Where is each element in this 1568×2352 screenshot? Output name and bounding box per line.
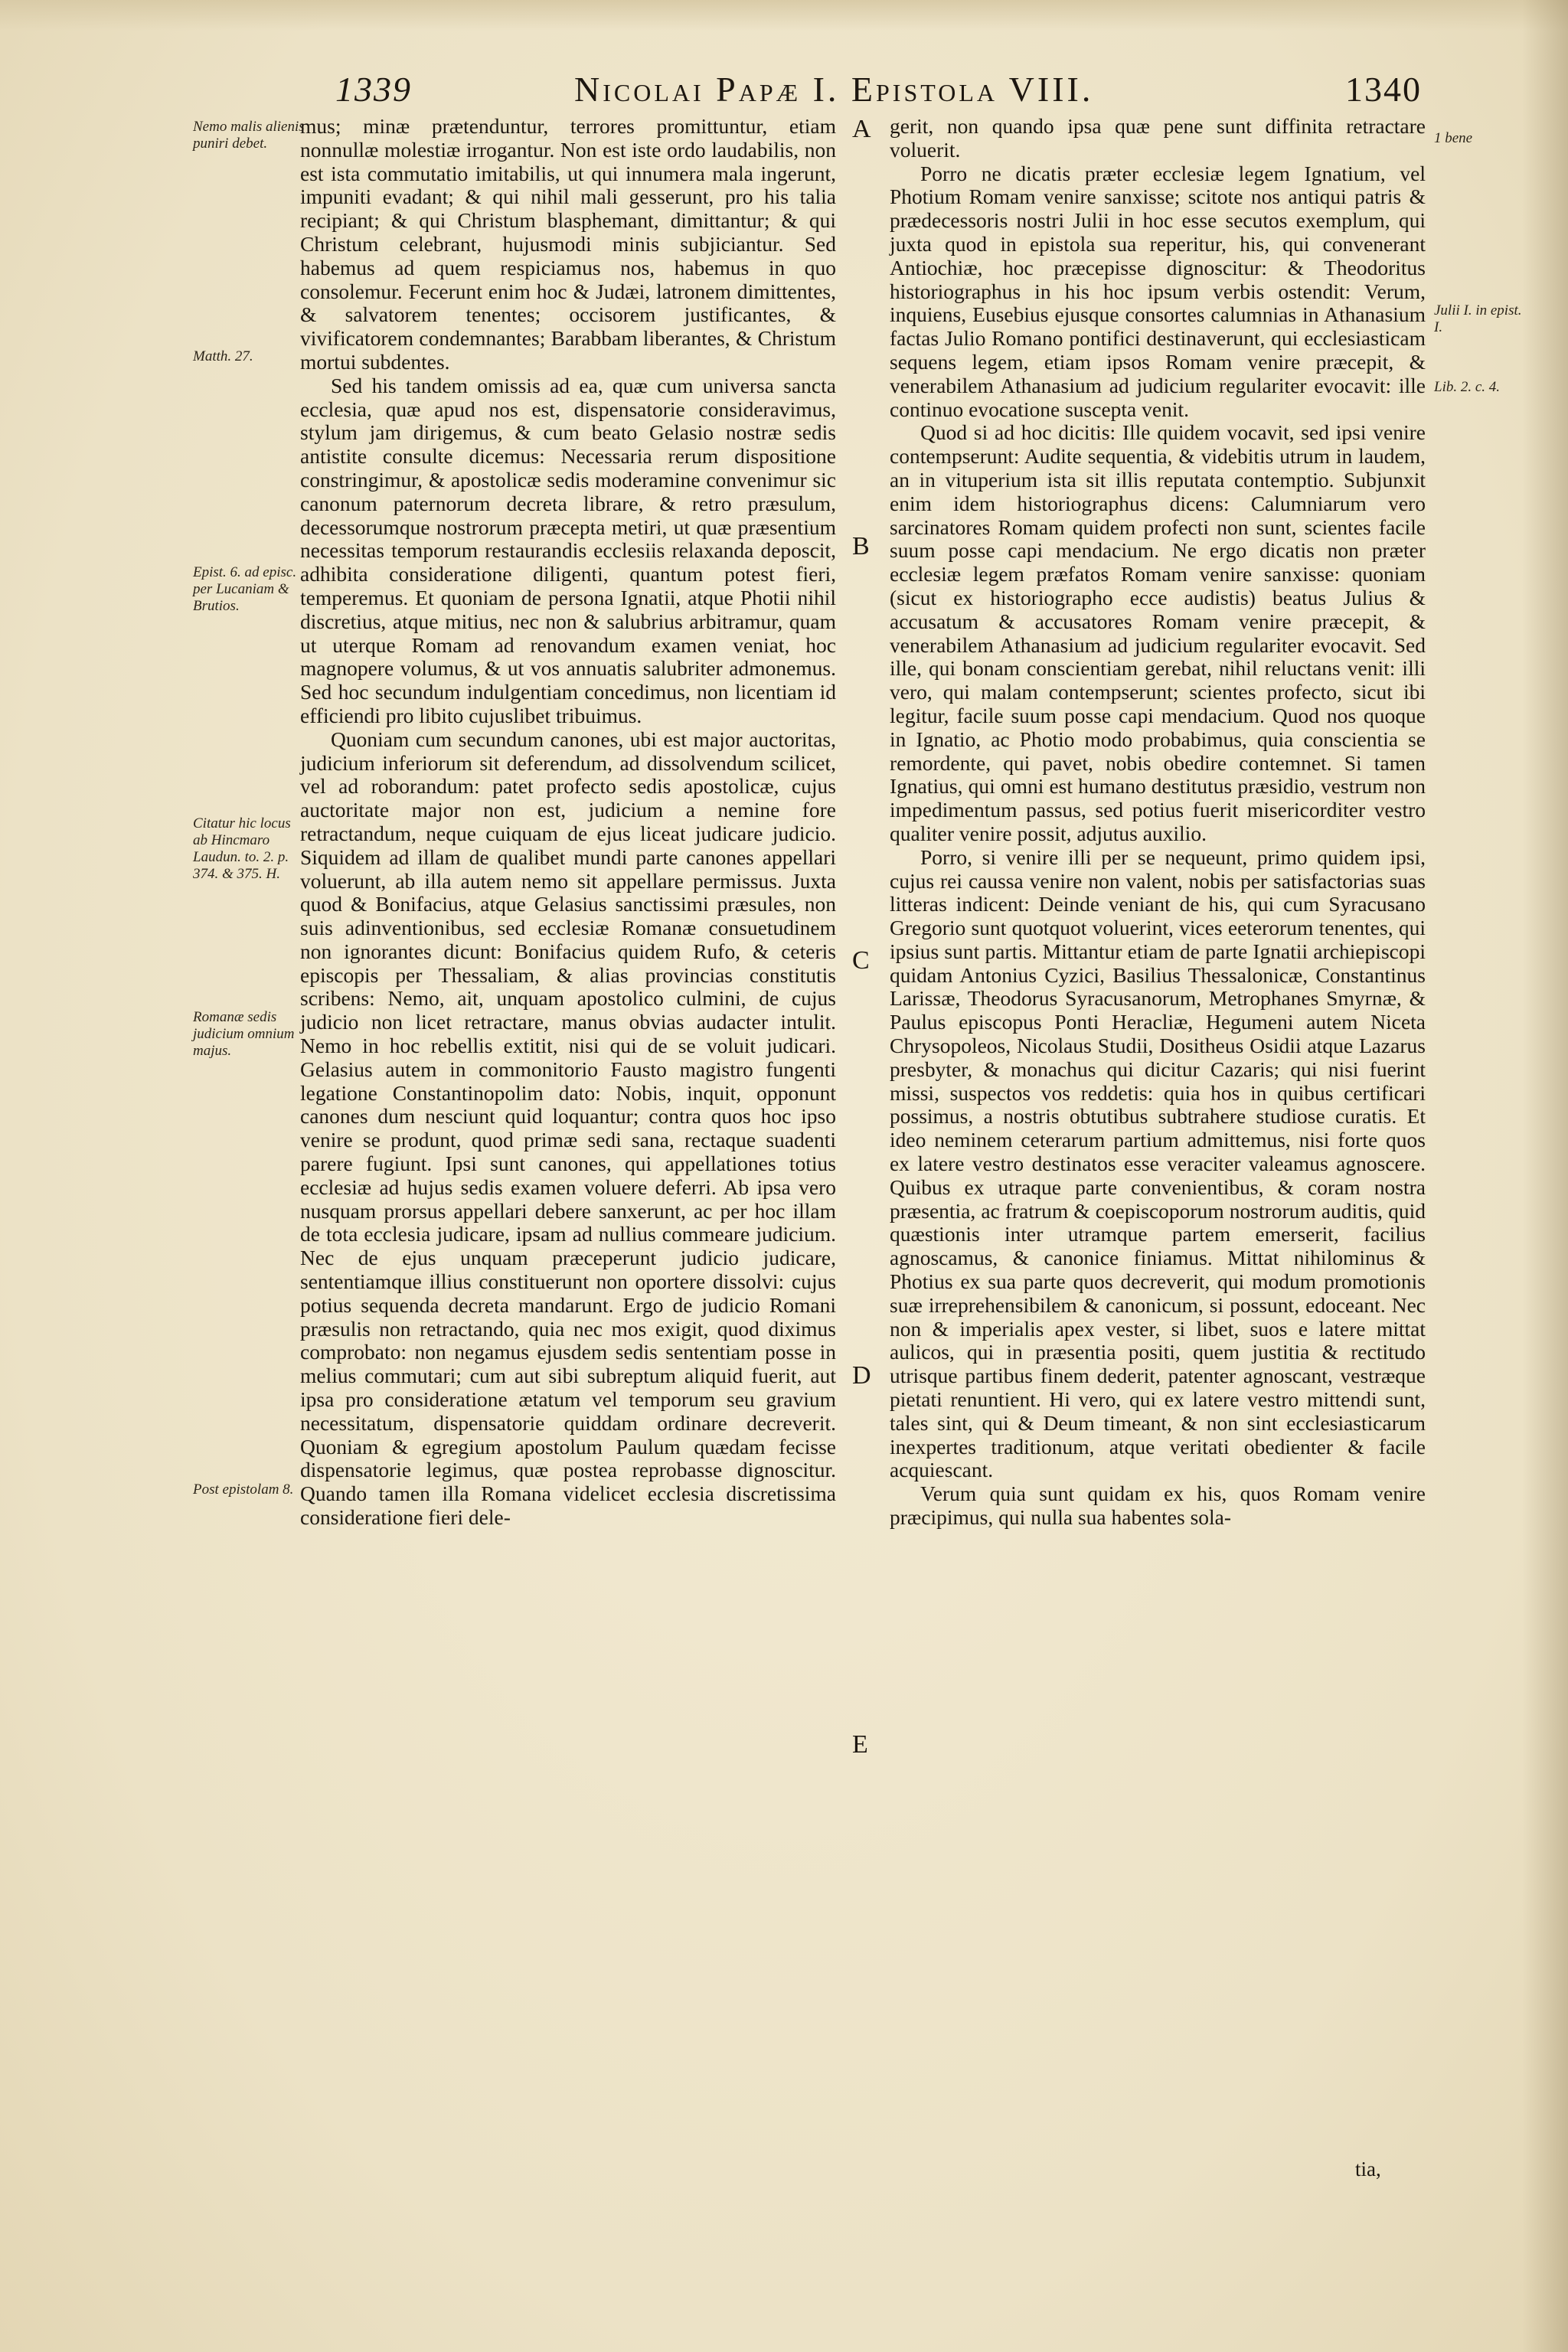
margin-note: Post epistolam 8.	[193, 1481, 294, 1498]
paragraph: Porro, si venire illi per se nequeunt, primo quidem ipsi, cujus rei caussa venire non valent, nobis per satisfactorias suas litteras indicent: Deinde veniant de his, qui cum Syracusano Gregorio sunt quotquot voluerint, vices eeterorum tenentes, qui ipsius sunt partis. Mittantur etiam de parte Ignatii archiepiscopi quidam Antonius Cyzici, Basilius Thessalonicæ, Constantinus Larissæ, Theodorus Syracusanorum, Metrophanes Smyrnæ, & Paulus episcopus Ponti Heracliæ, Hegumeni autem Niceta Chrysopoleos, Nicolaus Studii, Dositheus Osidii atque Lazarus presbyter, & monachus qui dicitur Cazaris; qui nisi fuerint missi, suspectos vos reddetis: quia hos in quibus certificari possimus, a nostris obtutibus subtrahere studiose curatis. Et ideo neminem ceterarum partium admittemus, nisi forte quos ex latere vestro destinatos esse veraciter valeamus agnoscere. Quibus ex utraque parte convenientibus, & coram nostra præsentia, ac fratrum & coepiscoporum nostrorum auditis, quid quæstionis inter utramque partem emerserit, facilius agnoscamus, & canonice finiamus. Mittat nihilominus & Photius ex sua parte quos decreverit, qui modum promotionis suæ irreprehensibilem & canonicum, si possunt, edoceant. Nec non & imperialis apex vester, si libet, suos e latere mittat aulicos, qui in præsentia positi, quem justitia & rectitudo utrisque partibus finem dederit, patenter agnoscant, vestræque pietati renuntient. Hi vero, qui ex latere vestro mittendi sunt, tales sint, qui & Deum timeant, & non sint ecclesiasticarum inexpertes traditionum, atque veritati obedienter & facile acquiescant.	[890, 844, 1426, 1482]
paragraph: Quod si ad hoc dicitis: Ille quidem vocavit, sed ipsi venire contempserunt: Audite sequentia, & videbitis utrum in laudem, an in vituperium ista sit illis reputata contemptio. Subjunxit enim idem historiographus dicens: Calumniarum vero sarcinatores Romam quidem profecti non sunt, scientes facile suum posse capi mendacium. Ne ergo dicatis non præter ecclesiæ legem præfatos Romam venire sanxisse: quoniam (sicut ex historiographo ecce audistis) beatus Julius & accusatum & accusatores Romam venire præcepit, & venerabilem Athanasium ad judicium regulariter evocavit. Sed ille, qui bonam conscientiam gerebat, nihil reluctans venit: illi vero, qui malam contempserunt; scientes profecto, sicut ibi legitur, facile suum posse capi mendacium. Quod nos quoque in Ignatio, ac Photio modo probabimus, quia conscientia se remordente, qui pavet, nobis obedire contemnet. Si tamen Ignatius, qui omni est humano destitutus præsidio, vestrum non impedimentum passus, sed potius fuerit misericorditer vestro qualiter venire possit, adjutus auxilio.	[890, 420, 1426, 845]
section-letter-d: D	[852, 1361, 871, 1390]
page-number-left: 1339	[335, 70, 412, 109]
section-letter-b: B	[852, 532, 870, 560]
section-letter-c: C	[852, 946, 870, 975]
section-letter-a: A	[852, 115, 871, 143]
text-column-left	[300, 115, 836, 1530]
section-letter-e: E	[852, 1730, 868, 1759]
page-number-right: 1340	[1345, 70, 1422, 109]
margin-note: Julii I. in epist. I.	[1434, 302, 1522, 335]
margin-note: Lib. 2. c. 4.	[1434, 379, 1501, 395]
paragraph: Porro ne dicatis præter ecclesiæ legem Ignatium, vel Photium Romam venire sanxisse; scitote nos antiqui patris & prædecessoris nostri Julii in hoc esse secutos exemplum, qui juxta quod in epistola sua reperitur, his, qui convenerant Antiochiæ, hoc præcepisse dignoscitur: & Theodoritus historiographus in his hoc ipsum verbis ostendit: Verum, inquiens, Eusebius ejusque consortes calumnias in Athanasium factas Julio Romano pontifici destinaverunt, qui ecclesiasticam sequens legem, etiam ipsos Romam venire præcepit, & venerabilem Athanasium ad judicium regulariter evocavit: ille continuo evocatione suscepta venit.	[890, 161, 1426, 421]
paragraph: Sed his tandem omissis ad ea, quæ cum universa sancta ecclesia, quæ apud nos est, dispensatorie consideravimus, stylum jam dirigemus, & cum beato Gelasio nostræ sedis antistite consulte dicemus: Necessaria rerum dispositione constringimur, & apostolicæ sedis moderamine convenimur sic canonum paternorum decreta librare, & retro præsulum, decessorumque nostrorum præcepta metiri, ut quæ præsentium necessitas temporum restaurandis ecclesiis relaxanda deposcit, adhibita consideratione diligenti, quantum potest fieri, temperemus. Et quoniam de persona Ignatii, atque Photii nihil discretius, atque mitius, nec non & salubrius arbitramur, quam ut uterque Romam ad renovandum examen veniat, hoc magnopere volumus, & ut vos annuatis salubriter admonemus. Sed hoc secundum indulgentiam concedimus, non licentiam id efficiendi pro libito cujuslibet tribuimus.	[300, 373, 836, 727]
margin-note: Matth. 27.	[193, 348, 253, 364]
paragraph: gerit, non quando ipsa quæ pene sunt diffinita retractare voluerit.	[890, 114, 1426, 162]
margin-note: Citatur hic locus ab Hincmaro Laudun. to. 2. p. 374. & 375. H.	[193, 815, 291, 882]
margin-note: Nemo malis alienis puniri debet.	[193, 119, 305, 152]
binding-shadow	[1522, 0, 1568, 2352]
margin-note: Romanæ sedis judicium omnium majus.	[193, 1009, 295, 1059]
paragraph: Verum quia sunt quidam ex his, quos Romam venire præcipimus, qui nulla sua habentes sola-	[890, 1481, 1426, 1530]
catchword: tia,	[1355, 2158, 1381, 2180]
text-column-right	[890, 115, 1426, 1530]
margin-note: 1 bene	[1434, 130, 1473, 146]
margin-note: Epist. 6. ad episc. per Lucaniam & Brutios.	[193, 564, 297, 614]
running-title: Nicolai Papæ I. Epistola VIII.	[574, 70, 1094, 109]
top-edge-shadow	[0, 0, 1568, 31]
paragraph: Quoniam cum secundum canones, ubi est major auctoritas, judicium inferiorum sit deferendum, ad dissolvendum scilicet, vel ad roborandum: patet profecto sedis apostolicæ, cujus auctoritate major non est, judicium a nemine fore retractandum, neque cuiquam de ejus liceat judicare judicio. Siquidem ad illam de qualibet mundi parte canones appellari voluerunt, ab illa autem nemo sit appellare permissus. Juxta quod & Bonifacius, atque Gelasius sanctissimi præsules, non suis adinventionibus, sed ecclesiæ Romanæ consuetudinem non ignorantes dicunt: Bonifacius quidem Rufo, & ceteris episcopis per Thessaliam, & alias provincias constitutis scribens: Nemo, ait, unquam apostolico culmini, de cujus judicio non licet retractare, manus obvias audacter intulit. Nemo in hoc rebellis extitit, nisi qui de se voluit judicari. Gelasius autem in commonitorio Fausto magistro fungenti legatione Constantinopolim dato: Nobis, inquit, opponunt canones dum nesciunt quid loquantur; contra quos hoc ipso venire se produnt, quod primæ sedi sana, rectaque suadenti parere fugiunt. Ipsi sunt canones, qui appellationes totius ecclesiæ ad hujus sedis examen voluere deferri. Ab ipsa vero nusquam prorsus appellari debere sanxerunt, ac per hoc illam de tota ecclesia judicare, ipsam ad nullius commeare judicium. Nec de ejus unquam præceperunt judicio judicare, sententiamque illius constituerunt non oportere dissolvi: cujus potius sequenda decreta mandarunt. Ergo de judicio Romani præsulis non retractando, quia nec mos exigit, quod diximus comprobato: non negamus ejusdem sedis sententiam posse in melius commutari; cum aut sibi subreptum aliquid fuerit, aut ipsa pro consideratione ætatum vel temporum seu gravium necessitatum, dispensatorie quiddam ordinare decreverit. Quoniam & egregium apostolum Paulum quædam fecisse dispensatorie legimus, quæ postea reprobasse dignoscitur. Quando tamen illa Romana videlicet ecclesia discretissima consideratione fieri dele-	[300, 727, 836, 1530]
paragraph: mus; minæ prætenduntur, terrores promittuntur, etiam nonnullæ molestiæ irrogantur. Non est iste ordo laudabilis, non est ista commutatio imitabilis, ut qui innumera mala ingerunt, impuniti evadant; & qui nihil mali gesserunt, pro his talia recipiant; & qui Christum blasphemant, dimittantur; & qui Christum celebrant, hujusmodi minis subjiciantur. Sed habemus ad quem respiciamus nos, habemus in quo consolemur. Fecerunt enim hoc & Judæi, latronem dimittentes, & salvatorem tenentes; occisorem justificantes, & vivificatorem condemnantes; Barabbam liberantes, & Christum mortui subdentes.	[300, 114, 836, 374]
